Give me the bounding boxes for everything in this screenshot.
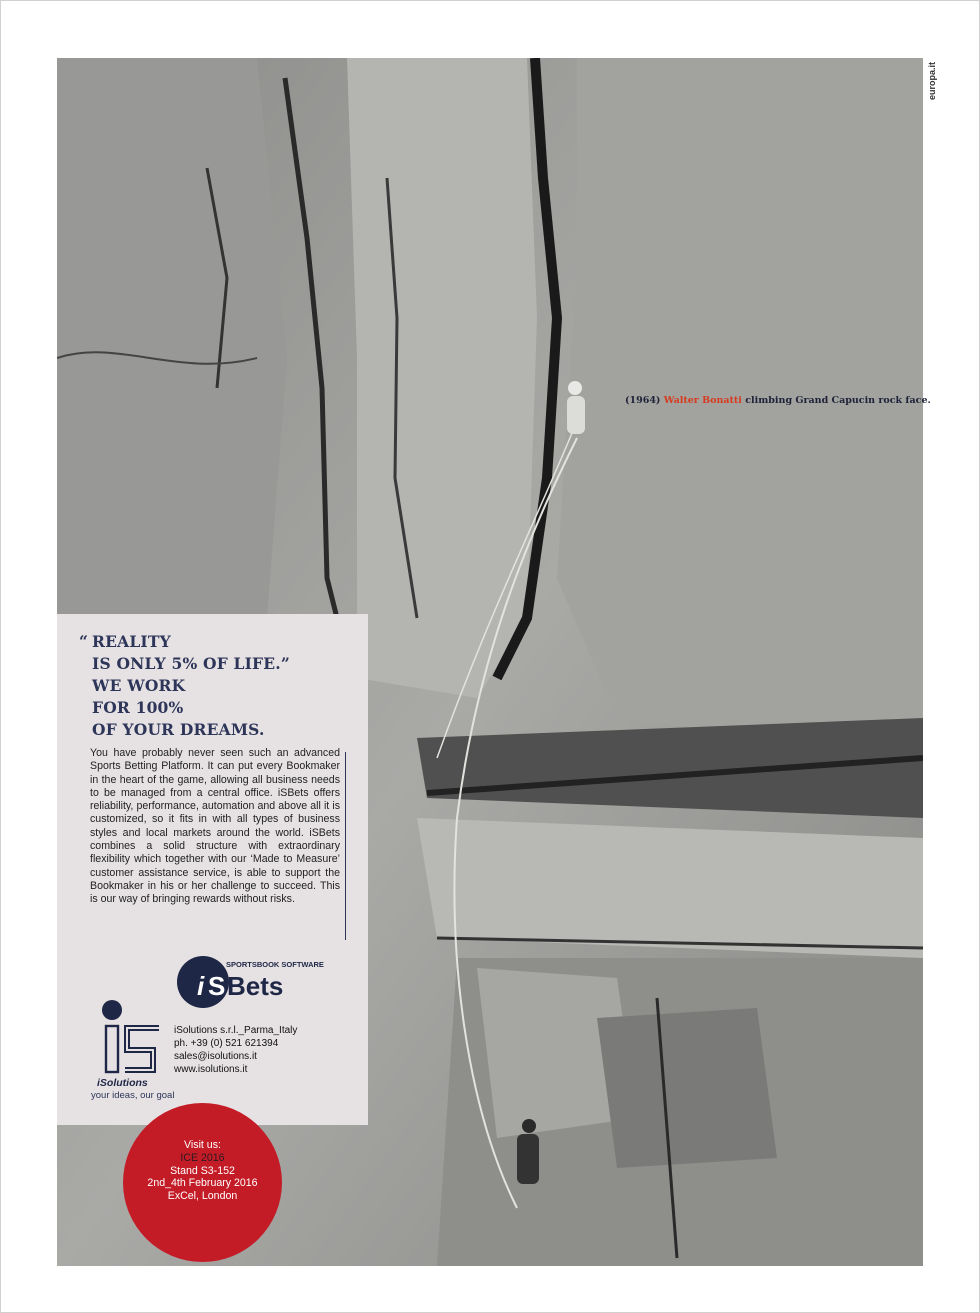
photo-caption <box>625 395 931 406</box>
contact-company: iSolutions s.r.l._Parma_Italy <box>174 1025 298 1036</box>
headline-line-3: WE WORK <box>92 676 186 695</box>
isbets-name: Bets <box>227 971 284 1001</box>
open-quote: “ <box>79 632 89 651</box>
contact-email[interactable]: sales@isolutions.it <box>174 1051 257 1062</box>
caption-name: Walter Bonatti <box>663 395 742 406</box>
isbets-s: S <box>208 971 226 1001</box>
divider-line <box>345 752 346 940</box>
visit-label: Visit us: <box>184 1139 221 1151</box>
headline-line-5: OF YOUR DREAMS. <box>92 720 265 739</box>
company-tagline: your ideas, our goal <box>91 1090 175 1101</box>
isolutions-name: iSolutions <box>97 1077 148 1089</box>
body-copy: You have probably never seen such an advanced Sports Betting Platform. It can put every Bookmaker in the heart of the game, allowing all business needs to be managed from a central office. iSBets offers reliability, performance, automation and above all it is customized, so it fits in with all types of business styles and local markets around the world. iSBets combines a solid structure with extraordinary flexibility which together with our ‘Made to Measure’ customer assistance service, is able to support the Bookmaker in his or her challenge to succeed. This is our way of bringing rewards without risks. <box>90 747 340 906</box>
isbets-i: i <box>197 971 205 1001</box>
caption-year: (1964) <box>625 395 661 406</box>
photo-credit: europa.it <box>927 62 937 101</box>
contact-website[interactable]: www.isolutions.it <box>174 1064 248 1075</box>
headline-line-4: FOR 100% <box>92 698 184 717</box>
isbets-tagline: SPORTSBOOK SOFTWARE <box>226 960 324 969</box>
contact-phone: ph. +39 (0) 521 621394 <box>174 1038 279 1049</box>
headline-line-2: IS ONLY 5% OF LIFE.” <box>92 654 290 673</box>
visit-dates: 2nd_4th February 2016 <box>147 1177 258 1190</box>
visit-stand: Stand S3-152 <box>170 1164 235 1177</box>
visit-venue: ExCel, London <box>167 1190 238 1203</box>
headline <box>79 631 290 741</box>
headline-line-1-text: REALITY <box>92 632 171 651</box>
contact-block <box>174 1024 297 1076</box>
isbets-logo <box>175 954 355 1008</box>
visit-event: ICE 2016 <box>180 1151 225 1164</box>
caption-text: climbing Grand Capucin rock face. <box>745 395 931 406</box>
isolutions-logo <box>95 998 175 1090</box>
visit-us-badge <box>123 1103 282 1262</box>
headline-line-1 <box>79 631 290 653</box>
